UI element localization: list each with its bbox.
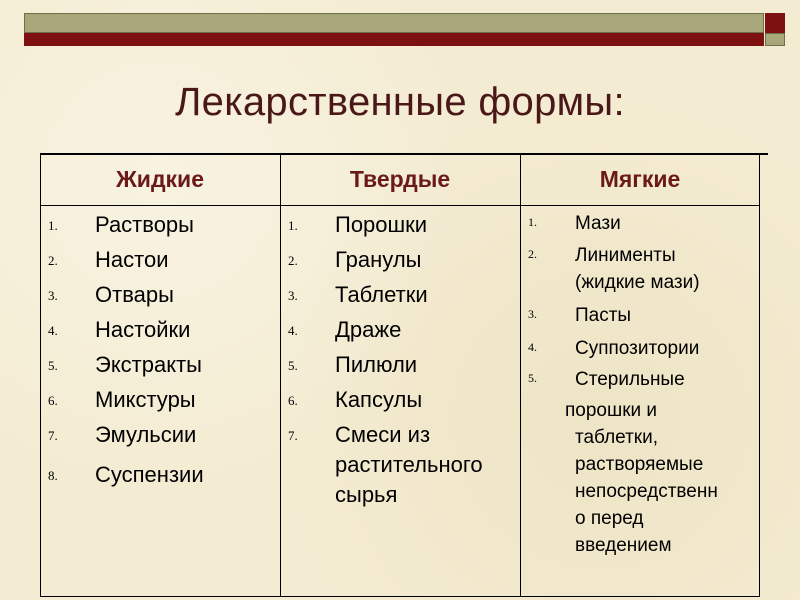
list-item-number: 3. bbox=[48, 288, 58, 303]
list-item-number: 1. bbox=[528, 215, 537, 229]
list-item-number: 4. bbox=[528, 340, 537, 354]
list-item-number: 7. bbox=[288, 428, 298, 443]
list-item-text: Настои bbox=[95, 247, 169, 272]
list-item-text: Отвары bbox=[95, 282, 174, 307]
list-item-number: 4. bbox=[48, 323, 58, 338]
list-item-text-line: порошки и bbox=[565, 400, 658, 421]
list-item-number: 5. bbox=[48, 358, 58, 373]
list-item-text-line: Смеси из bbox=[335, 422, 431, 447]
list-item-text: Стерильные bbox=[575, 369, 685, 390]
top-decor-bar-red bbox=[24, 33, 764, 46]
table-column-divider-2 bbox=[520, 153, 521, 597]
list-item-text-line: сырья bbox=[335, 482, 398, 507]
list-item-text: Экстракты bbox=[95, 352, 202, 377]
list-item-number: 2. bbox=[528, 247, 537, 261]
list-item-text: Эмульсии bbox=[95, 422, 197, 447]
list-item-text: Пасты bbox=[575, 305, 632, 326]
list-item-text-line: растворяемые bbox=[575, 454, 704, 475]
column-header-solid: Твердые bbox=[349, 165, 451, 192]
list-item-text: Пилюли bbox=[335, 352, 418, 377]
list-item-number: 5. bbox=[528, 371, 537, 385]
top-decor-square-red bbox=[765, 13, 785, 33]
list-item-number: 1. bbox=[288, 218, 298, 233]
column-header-soft: Мягкие bbox=[599, 165, 681, 192]
list-item-text: Мази bbox=[575, 213, 621, 234]
list-item-number: 6. bbox=[48, 393, 58, 408]
list-item-number: 8. bbox=[48, 468, 58, 483]
list-item-number: 3. bbox=[288, 288, 298, 303]
list-item-text-line: таблетки, bbox=[575, 427, 659, 448]
list-item-text-line: растительного bbox=[335, 452, 483, 477]
list-item-number: 5. bbox=[288, 358, 298, 373]
list-item-text: Капсулы bbox=[335, 387, 423, 412]
list-item-number: 4. bbox=[288, 323, 298, 338]
table-border-left bbox=[40, 153, 41, 597]
list-item-number: 3. bbox=[528, 307, 537, 321]
list-item-text-line: непосредственн bbox=[575, 481, 718, 502]
list-item-text: Суппозитории bbox=[575, 338, 700, 359]
list-item-text: Суспензии bbox=[95, 462, 204, 487]
dosage-forms-table bbox=[40, 153, 760, 597]
list-item-text: Таблетки bbox=[335, 282, 428, 307]
table-border-right bbox=[759, 153, 760, 597]
table-header-divider bbox=[40, 205, 760, 206]
list-item-number: 1. bbox=[48, 218, 58, 233]
list-item-text-line: Линименты bbox=[575, 245, 676, 266]
list-item-text: Микстуры bbox=[95, 387, 196, 412]
table-bottom-border bbox=[40, 596, 760, 597]
column-header-liquid: Жидкие bbox=[116, 165, 204, 192]
list-item-number: 2. bbox=[48, 253, 58, 268]
list-item-text: Порошки bbox=[335, 212, 428, 237]
slide-title: Лекарственные формы: bbox=[175, 80, 625, 124]
table-column-divider-1 bbox=[280, 153, 281, 597]
list-item-text: Настойки bbox=[95, 317, 191, 342]
list-item-number: 7. bbox=[48, 428, 58, 443]
list-item-text-line: о перед bbox=[575, 508, 644, 529]
list-item-text-line: (жидкие мази) bbox=[575, 272, 700, 293]
list-item-text: Растворы bbox=[95, 212, 194, 237]
list-item-number: 6. bbox=[288, 393, 298, 408]
top-decor-bar-olive bbox=[24, 13, 764, 33]
list-item-text: Гранулы bbox=[335, 247, 422, 272]
list-item-text: Драже bbox=[335, 317, 402, 342]
list-item-number: 2. bbox=[288, 253, 298, 268]
list-item-text-line: введением bbox=[575, 535, 672, 556]
top-decor-square-olive bbox=[765, 33, 785, 46]
